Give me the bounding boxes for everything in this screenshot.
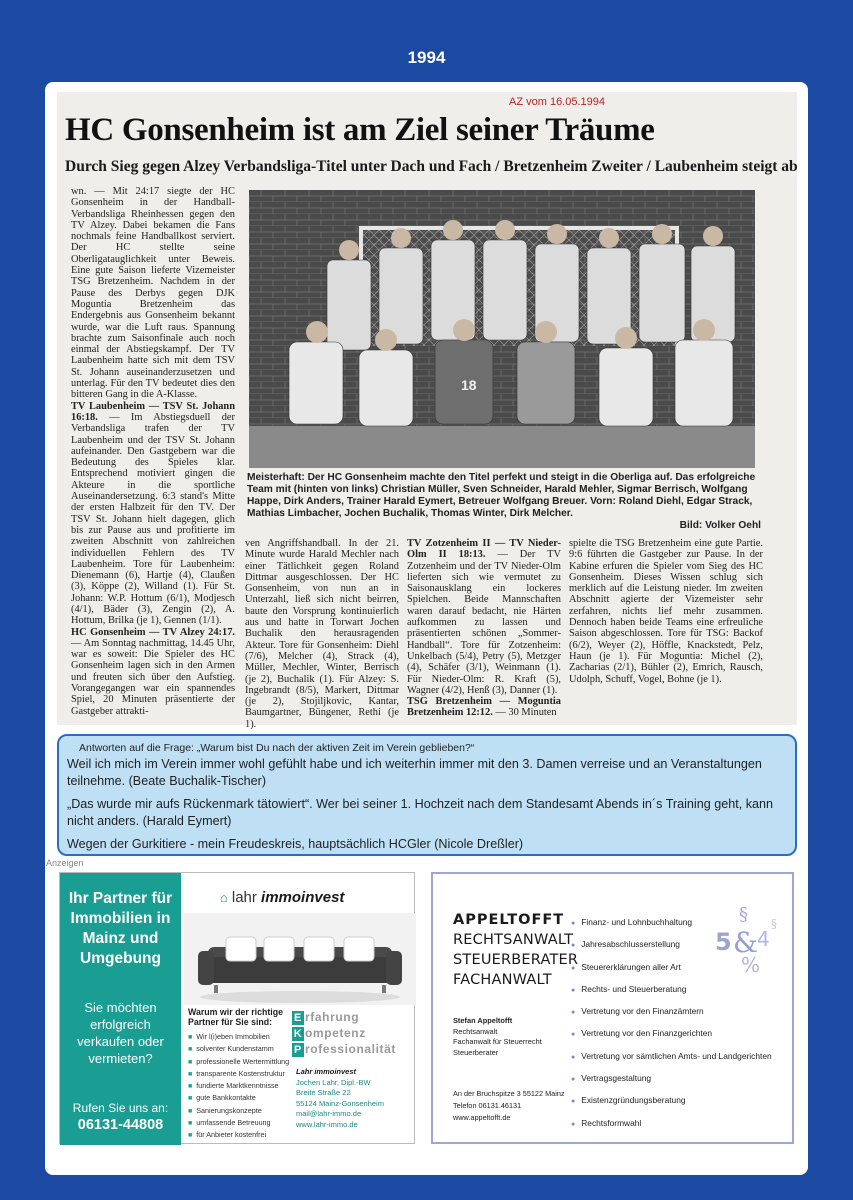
ad-lahr-question: Sie möchten erfolgreich verkaufen oder vermieten?: [77, 1000, 164, 1066]
article-paragraph: spielte die TSG Bretzenheim eine gute Partie. 9:6 führten die Gastgeber zur Pause. In der Kabine erfuren die Spieler vom Sieg des HC Gonsenheim. Dieses Wissen schlug sich merklich auf die Leistung nieder. Im zweiten Abschnitt agierte der Vizemeister sehr zerfahren, nichts lief mehr zusammen. Dennoch haben beide Teams eine erfreuliche Saison abgeschlossen. Tore für TSG: Backof (6/2), Weyer (2), Höffle, Knackstedt, Pelz, Haun (je 1). Für Moguntia: Michel (2), Zacharias (2/1), Bühler (2), Emrich, Rausch, Udolph, Schuff, Vogel, Bohne (je 1).: [569, 538, 763, 685]
page-year-title: 1994: [407, 48, 446, 67]
photo-caption-text: Meisterhaft: Der HC Gonsenheim machte den Titel perfekt und steigt in die Oberliga auf. Das erfolgreiche Team mit (hinten von links) Christian Müller, Sven Schneider, Harald Mehler, Sigmar Berrisch, Wolfgang Happe, Dirk Anders, Trainer Harald Eymert, Betreuer Wolfgang Breuer. Vorn: Roland Diehl, Edgar Strack, Mathias Limbacher, Jochen Buchalik, Thomas Winter, Dirk Melcher.: [247, 472, 756, 519]
firm-line: FACHANWALT: [453, 972, 552, 988]
quote-item: Wegen der Gurkitiere - mein Freudeskreis, hauptsächlich HCGler (Nicole Dreßler): [67, 837, 524, 851]
svg-text:§: §: [771, 917, 777, 931]
person-name: Stefan Appeltofft: [453, 1016, 513, 1025]
article-paragraph: wn. — Mit 24:17 siegte der HC Gonsenheim in der Handball-Verbandsliga Rheinhessen gegen den TV Alzey. Dabei bekamen die Fans nochmals feine Handballkost serviert. Der HC stellte seine Oberligatauglichkeit unter Beweis. Eine gute Saison lieferte Vizemeister TSG Bretzenheim. Nachdem in der Pause des Derbys gegen DJK Moguntia Bretzenheim das Endergebnis aus Gonsenheim bekannt wurde, war die Luft raus. Spannung brachte zum Saisonfinale auch noch einmal der Abstiegskampf. Der TV Laubenheim hatte sich mit dem TSV St. Johann auseinanderzusetzen und unterlag. Für den TV bedeutet dies den bitteren Gang in die A-Klasse.: [71, 186, 235, 401]
match-report: — Am Sonntag nachmittag, 14.45 Uhr, war es soweit: Die Spieler des HC Gonsenheim lagen sich in den Armen und freuten sich über den Aufstieg. Vorangegangen war ein spannendes Spiel, 20 Minuten präsentierte der Gastgeber attrakti-: [71, 637, 235, 717]
svg-text:&: &: [733, 926, 758, 959]
ekp-row: [292, 1025, 396, 1041]
list-item: ● Rechts- und Steuerberatung: [571, 979, 772, 1001]
ad-lahr-logo: [220, 889, 344, 906]
match-heading: HC Gonsenheim — TV Alzey 24:17.: [71, 626, 235, 638]
contact-line: 55124 Mainz-Gonsenheim: [296, 1098, 384, 1108]
sofa-illustration: [184, 913, 416, 1005]
address-line: An der Bruchspitze 3 55122 Mainz: [453, 1089, 565, 1098]
svg-text:%: %: [741, 953, 761, 977]
match-heading: TV Zotzenheim II — TV Nieder-Olm II 18:13.: [407, 538, 561, 561]
match-report: — 30 Minuten: [492, 707, 557, 719]
ad-lahr-brand-suffix: immoinvest: [261, 889, 345, 906]
contact-email[interactable]: mail@lahr-immo.de: [296, 1109, 362, 1118]
list-item: ● Vertretung vor den Finanzgerichten: [571, 1023, 772, 1045]
ad-lahr-phone: 06131-44808: [77, 1117, 164, 1133]
list-item: ■ gute Bankkontakte: [188, 1092, 289, 1104]
article-headline: HC Gonsenheim ist am Ziel seiner Träume: [65, 112, 655, 148]
firm-line: STEUERBERATER: [453, 952, 579, 968]
article-paragraph: [407, 538, 561, 696]
list-item: ■ umfassende Betreuung: [188, 1117, 289, 1129]
svg-text:18: 18: [461, 377, 477, 393]
list-item: ● Vertretung vor sämtlichen Amts- und Landgerichten: [571, 1046, 772, 1068]
contact-website[interactable]: www.lahr-immo.de: [296, 1119, 358, 1129]
match-report: — Im Abstiegsduell der Verbandsliga trafen der TV Laubenheim und der TSV St. Johann aufeinander. Den Gastgebern war die Bedeutung des Spieles klar. Entsprechend motiviert gingen die Akteure in die sportliche Auseinandersetzung. 6:3 stand's Mitte der ersten Halbzeit für den TV. Der TSV St. Johann hielt dagegen, glich bis zur Pause aus und profitierte im zweiten Abschnitt von zahlreichen individuellen Fehlern des TV Laubenheim. Tore für Laubenheim: Dienemann (6), Hartje (4), Claußen (3), Köppe (2), Willand (1). Für St. Johann: W.P. Hottum (6/1), Modjesch (4/1), Bäder (3), Zengin (2), A. Hottum, Brilka (je 1), Gennen (1/1).: [71, 411, 235, 627]
list-item: ● Steuererklärungen aller Art: [571, 957, 772, 979]
ad-lahr-contact: [296, 1067, 384, 1130]
paragraph-symbol-decoration: [705, 900, 789, 978]
firm-line: RECHTSANWALT: [453, 932, 574, 948]
article-column-3: [407, 538, 561, 718]
list-item: ● Vertragsgestaltung: [571, 1068, 772, 1090]
ekp-initial: P: [292, 1043, 304, 1057]
list-item: ■ solventer Kundenstamm: [188, 1043, 289, 1055]
svg-text:§: §: [739, 904, 748, 925]
ad-lahr-brand-name: lahr: [231, 889, 257, 906]
list-item: ● Finanz- und Lohnbuchhaltung: [571, 912, 772, 934]
list-item: ● Rechtsformwahl: [571, 1113, 772, 1135]
ekp-row: [292, 1041, 396, 1057]
quote-item: Weil ich mich im Verein immer wohl gefühlt habe und ich weiterhin immer mit den 3. Damen verreise und an Veranstaltungen teilnehme. (Beate Buchalik-Tischer): [67, 757, 762, 788]
ekp-initial: K: [293, 1028, 303, 1040]
article-paragraph: ven Angriffshandball. In der 21. Minute wurde Harald Mechler nach einer Tätlichkeit gegen Roland Dittmar ausgeschlossen. Der HC Gonsenheim, von nun an in Unterzahl, ließ sich nicht beirren, baute den Vorsprung kontinuierlich aus und hatte in Torwart Jochen Buchalik den herausragenden Akteur. Tore für Gonsenheim: Diehl (7/6), Melcher (4), Strack (4), Müller, Mechler, Winter, Berrisch (je 2), Buchalik (1). Für Alzey: S. Ingebrandt (8/5), Markert, Dittmar (je 2), Stojiljkovic, Kantar, Baumgartner, Büngener, Rethi (je 1).: [245, 538, 399, 730]
list-item: ■ Sanierungskonzepte: [188, 1105, 289, 1117]
person-line: Rechtsanwalt: [453, 1026, 498, 1036]
person-line: Steuerberater: [453, 1047, 499, 1057]
ad-lahr-immoinvest: [59, 872, 415, 1144]
ad-lahr-call-label: Rufen Sie uns an:: [72, 1101, 169, 1115]
house-icon: ⌂: [220, 890, 228, 905]
article-column-1: [71, 186, 235, 718]
ad-appeltofft: [431, 872, 794, 1144]
person-line: Fachanwalt für Steuerrecht: [453, 1037, 542, 1046]
list-item: ● Existenzgründungsberatung: [571, 1090, 772, 1112]
ad-lahr-contact-name: Lahr immoinvest: [296, 1067, 357, 1076]
article-paragraph: [71, 401, 235, 627]
article-paragraph: [71, 627, 235, 717]
match-report: — Der TV Zotzenheim und der TV Nieder-Olm lieferten sich wie vermutet zu Saisonausklang ein lockeres Spielchen. Beide Mannschaften waren darauf bedacht, nie Härten aufkommen zu lassen und präsentierten schönen „Sommer-Handball“. Tore für Zotzenheim: Unkelbach (5/4), Petry (5), Metzger (4), Schäfer (3/1), Weinmann (1). Für Nieder-Olm: R. Kraft (5), Wagner (4/2), Henß (3), Danner (1).: [407, 549, 561, 696]
newspaper-clipping: [57, 92, 798, 730]
match-heading: TV Laubenheim — TSV St. Johann 16:18.: [71, 400, 235, 423]
ad-lahr-teal-panel: [60, 873, 181, 1145]
ad-lahr-why-heading: Warum wir der richtige Partner für Sie sind:: [188, 1007, 283, 1027]
ad-lahr-benefits: [188, 1031, 289, 1142]
website-link[interactable]: www.appeltofft.de: [453, 1113, 511, 1122]
quote-item: „Das wurde mir aufs Rückenmark tätowiert“. Wer bei seiner 1. Hochzeit nach dem Standesamt Abends in´s Training geht, kann nicht anders. (Harald Eymert): [67, 797, 774, 828]
contact-line: Breite Straße 22: [296, 1088, 351, 1097]
article-source-date: AZ vom 16.05.1994: [509, 96, 606, 108]
list-item: ■ fundierte Marktkenntnisse: [188, 1080, 289, 1092]
svg-text:5: 5: [715, 928, 732, 956]
article-column-2: [245, 538, 399, 730]
match-heading: TSG Bretzenheim — Moguntia Bretzenheim 12:12.: [407, 696, 561, 719]
list-item: ● Vertretung vor den Finanzämtern: [571, 1001, 772, 1023]
phone-line: Telefon 06131.46131: [453, 1101, 522, 1110]
team-photo: [249, 190, 755, 468]
ekp-initial: E: [292, 1011, 304, 1025]
list-item: ■ professionelle Wertermittlung: [188, 1056, 289, 1068]
article-subheadline: Durch Sieg gegen Alzey Verbandsliga-Titel unter Dach und Fach / Bretzenheim Zweiter / Laubenheim steigt ab: [65, 158, 798, 175]
contact-line: Jochen Lahr, Dipl.-BW: [296, 1077, 371, 1087]
ad-appeltofft-address: [453, 1088, 565, 1124]
list-item: ● Jahresabschlusserstellung: [571, 934, 772, 956]
list-item: ■ für Anbieter kostenfrei: [188, 1129, 289, 1141]
ekp-word: ompetenz: [305, 1026, 366, 1040]
ad-appeltofft-firm: [453, 910, 578, 990]
photo-caption: [247, 472, 761, 532]
ad-appeltofft-person: [453, 1016, 542, 1058]
ad-lahr-headline: Ihr Partner für Immobilien in Mainz und Umgebung: [68, 890, 173, 967]
firm-line: APPELTOFFT: [453, 912, 565, 928]
team-photo-illustration: [249, 190, 755, 468]
ads-label: Anzeigen: [46, 858, 84, 868]
photo-credit: Bild: Volker Oehl: [679, 520, 761, 531]
ekp-row: [292, 1009, 396, 1025]
quotes-box: [57, 734, 797, 856]
ekp-word: rofessionalität: [305, 1042, 397, 1056]
ad-lahr-ekp: [292, 1009, 396, 1057]
list-item: ■ transparente Kostenstruktur: [188, 1068, 289, 1080]
article-column-4: [569, 538, 763, 718]
quotes-title: Antworten auf die Frage: „Warum bist Du nach der aktiven Zeit im Verein geblieben?“: [79, 742, 475, 754]
list-item: ■ Wir l(i)eben Immobilien: [188, 1031, 289, 1043]
article-paragraph: [407, 696, 561, 719]
ekp-word: rfahrung: [305, 1010, 360, 1024]
svg-text:4: 4: [757, 927, 770, 951]
